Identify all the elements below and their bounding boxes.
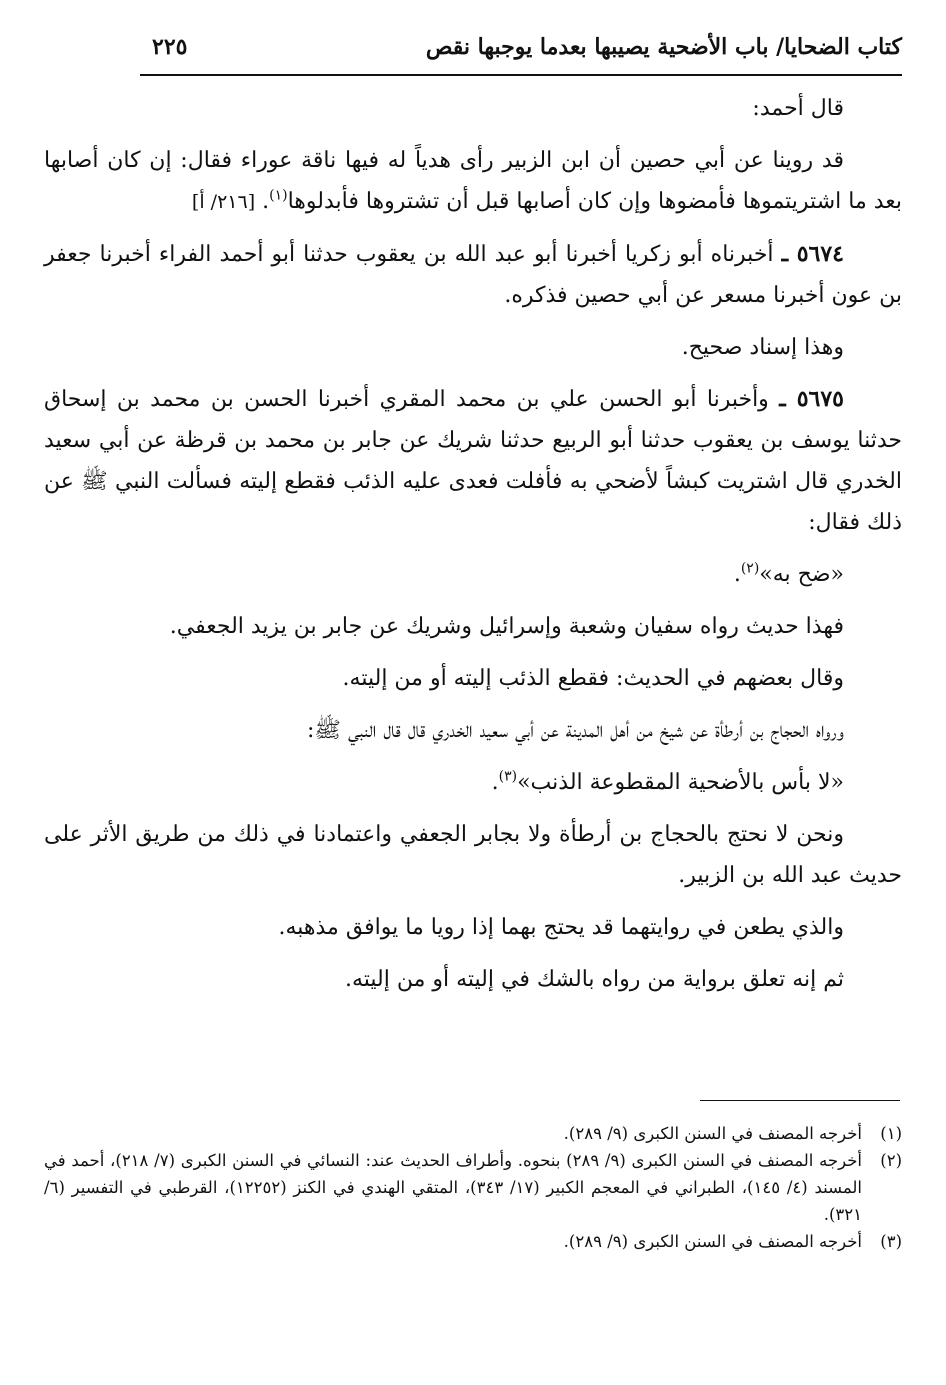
hadith-paragraph: ٥٦٧٤ ـ أخبرناه أبو زكريا أخبرنا أبو عبد الله بن يعقوب حدثنا أبو أحمد الفراء أخبرنا جعفر بن عون أخبرنا مسعر عن أبي حصين فذكره.: [44, 241, 902, 308]
paragraph: ونحن لا نحتج بالحجاج بن أرطأة ولا بجابر الجعفي واعتمادنا في ذلك من طريق الأثر على حديث عبد الله بن الزبير.: [44, 822, 902, 888]
footnote: (٣) أخرجه المصنف في السنن الكبرى (٩/ ٢٨٩).: [44, 1228, 902, 1255]
paragraph: وقال بعضهم في الحديث: فقطع الذئب إليته أو من إليته.: [342, 666, 844, 691]
manuscript-folio-marker: [٢١٦/ أ]: [191, 191, 256, 213]
chapter-title: كتاب الضحايا/ باب الأضحية يصيبها بعدما يوجبها نقص: [425, 34, 902, 60]
paragraph: قد روينا عن أبي حصين أن ابن الزبير رأى هدياً له فيها ناقة عوراء فقال: إن كان أصابها بعد ما اشتريتموها فأمضوها وإن كان أصابها قبل أن تشتروها فأبدلوها$^{(١)}$. [٢١٦/ أ]: [44, 148, 902, 214]
paragraph: ثم إنه تعلق برواية من رواه بالشك في إليته أو من إليته.: [344, 967, 844, 992]
hadith-number: ٥٦٧٥ ـ: [779, 386, 844, 412]
paragraph: «لا بأس بالأضحية المقطوعة الذنب»$^{(٣)}$.: [491, 768, 844, 795]
footnote-number: (٢): [880, 1151, 902, 1170]
paragraph: وهذا إسناد صحيح.: [681, 335, 844, 360]
footnote-marker: (٢): [740, 560, 760, 577]
paragraph: قال أحمد:: [752, 96, 844, 121]
hadith-paragraph: ٥٦٧٥ ـ وأخبرنا أبو الحسن علي بن محمد المقري أخبرنا الحسن بن محمد بن إسحاق حدثنا يوسف بن يعقوب حدثنا أبو الربيع حدثنا شريك عن جابر بن محمد بن قرظة عن أبي سعيد الخدري قال اشتريت كبشاً لأضحي به فأفلت فعدى عليه الذئب فقطع إليته فسألت النبي ﷺ عن ذلك فقال:: [44, 386, 902, 535]
footnotes: [44, 1120, 902, 1255]
footnote-number: (٣): [880, 1232, 902, 1251]
main-text: [44, 88, 902, 1011]
paragraph: والذي يطعن في روايتهما قد يحتج بهما إذا رويا ما يوافق مذهبه.: [278, 915, 844, 940]
footnote-divider: [700, 1100, 900, 1101]
paragraph: فهذا حديث رواه سفيان وشعبة وإسرائيل وشريك عن جابر بن يزيد الجعفي.: [169, 614, 844, 639]
header-divider: [140, 74, 902, 76]
running-header: [140, 34, 902, 70]
footnote: (٢) أخرجه المصنف في السنن الكبرى (٩/ ٢٨٩) بنحوه. وأطراف الحديث عند: النسائي في السنن الكبرى (٧/ ٢١٨)، أحمد في المسند (٤/ ١٤٥)، الطبراني في المعجم الكبير (١٧/ ٣٤٣)، المتقي الهندي في الكنز (١٢٢٥٢)، القرطبي في التفسير (٦/ ٣٢١).: [44, 1147, 902, 1228]
footnote-number: (١): [880, 1124, 902, 1143]
footnote-marker: (٣): [498, 768, 518, 785]
paragraph: ورواه الحجاج بن أرطأة عن شيخ من أهل المدينة عن أبي سعيد الخدري قال قال النبي ﷺ:: [306, 718, 844, 743]
paragraph: «ضح به»$^{(٢)}$.: [733, 560, 844, 587]
page-number: ٢٢٥: [152, 34, 188, 60]
footnote: (١) أخرجه المصنف في السنن الكبرى (٩/ ٢٨٩).: [44, 1120, 902, 1147]
footnote-marker: (١): [269, 187, 288, 204]
hadith-number: ٥٦٧٤ ـ: [781, 241, 844, 267]
